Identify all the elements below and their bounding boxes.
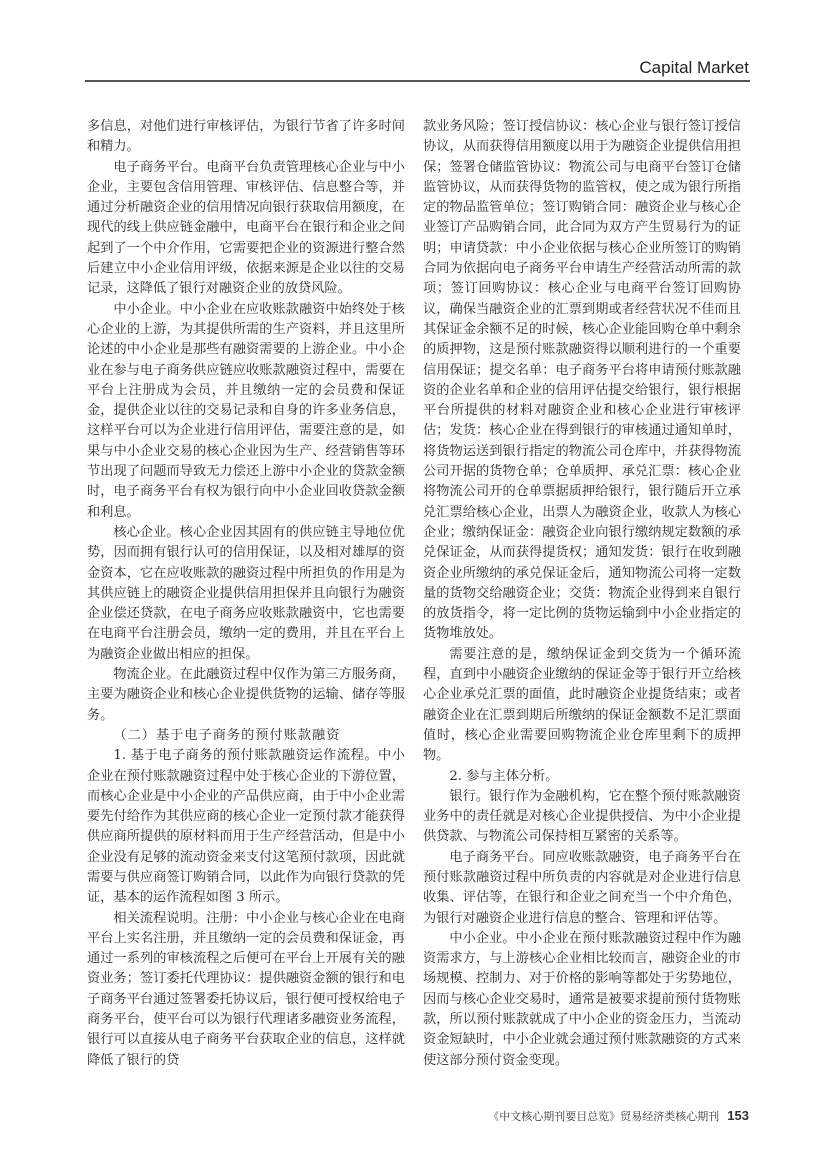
paragraph: 多信息，对他们进行审核评估，为银行节省了许多时间和精力。	[87, 119, 405, 155]
paragraph: 相关流程说明。注册：中小企业与核心企业在电商平台上实名注册，并且缴纳一定的会员费和保证金，再通过一系列的审核流程之后便可在平台上开展有关的融资业务；签订委托代理协议：提供融资金额的银行和电子商务平台通过签署委托协议后，银行便可授权给电子商务平台，使平台可以为银行代理诸多融资业务流程，银行可以直接从电子商务平台获取企业的信息，这样就降低了银行的贷	[87, 910, 405, 1068]
paragraph: 款业务风险；签订授信协议：核心企业与银行签订授信协议，从而获得信用额度以用于为融资企业提供信用担保；签署仓储监管协议：物流公司与电商平台签订仓储监管协议，从而获得货物的监管权，使之成为银行所指定的物品监管单位；签订购销合同：融资企业与核心企业签订产品购销合同，此合同为双方产生贸易行为的证明；申请贷款：中小企业依据与核心企业所签订的购销合同为依据向电子商务平台申请生产经营活动所需的款项；签订回购协议：核心企业与电商平台签订回购协议，确保当融资企业的汇票到期或者经营状况不佳而且其保证金余额不足的时候，核心企业能回购仓单中剩余的质押物，这是预付账款融资得以顺利进行的一个重要信用保证；提交名单：电子商务平台将申请预付账款融资的企业名单和企业的信用评估提交给银行，银行根据平台所提供的材料对融资企业和核心企业进行审核评估；发货：核心企业在得到银行的审核通过通知单时，将货物运送到银行指定的物流公司仓库中，并获得物流公司开据的货物仓单；仓单质押、承兑汇票：核心企业将物流公司开的仓单票据质押给银行，银行随后开立承兑汇票给核心企业，出票人为融资企业，收款人为核心企业；缴纳保证金：融资企业向银行缴纳规定数额的承兑保证金，从而获得提货权；通知发货：银行在收到融资企业所缴纳的承兑保证金后，通知物流公司将一定数量的货物交给融资企业；交货：物流企业得到来自银行的放货指令，将一定比例的货物运输到中小企业指定的货物堆放处。	[423, 119, 741, 642]
paragraph: 中小企业。中小企业在预付账款融资过程中作为融资需求方，与上游核心企业相比较而言，融资企业的市场规模、控制力、对于价格的影响等都处于劣势地位，因而与核心企业交易时，通常是被要求提前预付货物账款，所以预付账款就成了中小企业的资金压力，当流动资金短缺时，中小企业就会通过预付账款融资的方式来使这部分预付资金变现。	[423, 930, 741, 1068]
paragraph: 电子商务平台。同应收账款融资，电子商务平台在预付账款融资过程中所负责的内容就是对企业进行信息收集、评估等，在银行和企业之间充当一个中介角色，为银行对融资企业进行信息的整合、管理和评估等。	[423, 849, 741, 926]
subsection-heading: 2. 参与主体分析。	[449, 768, 559, 784]
paragraph: 银行。银行作为金融机构，它在整个预付账款融资业务中的责任就是对核心企业提供授信、为中小企业提供贷款、与物流公司保持相互紧密的关系等。	[423, 788, 741, 845]
page-number: 153	[727, 1108, 749, 1123]
right-column	[423, 117, 741, 1071]
paragraph: 中小企业。中小企业在应收账款融资中始终处于核心企业的上游，为其提供所需的生产资料，并且这里所论述的中小企业是那些有融资需要的上游企业。中小企业在参与电子商务供应链应收账款融资过程中，需要在平台上注册成为会员，并且缴纳一定的会员费和保证金，提供企业以往的交易记录和自身的许多业务信息，这样平台可以为企业进行信用评估，需要注意的是，如果与中小企业交易的核心企业因为生产、经营销售等环节出现了问题而导致无力偿还上游中小企业的贷款金额时，电子商务平台有权为银行向中小企业回收贷款金额和利息。	[87, 301, 405, 520]
paragraph: 核心企业。核心企业因其固有的供应链主导地位优势，因而拥有银行认可的信用保证，以及相对雄厚的资金资本，它在应收账款的融资过程中所担负的作用是为其供应链上的融资企业提供信用担保并且向银行为融资企业偿还贷款，在电子商务应收账款融资中，它也需要在电商平台注册会员，缴纳一定的费用，并且在平台上为融资企业做出相应的担保。	[87, 524, 405, 662]
left-column	[87, 117, 405, 1071]
page-footer	[488, 1108, 749, 1124]
section-heading: （二）基于电子商务的预付账款融资	[113, 727, 341, 743]
paragraph: 需要注意的是，缴纳保证金到交货为一个循环流程，直到中小融资企业缴纳的保证金等于银行开立给核心企业承兑汇票的面值，此时融资企业提货结束；或者融资企业在汇票到期后所缴纳的保证金额数不足汇票面值时，核心企业需要回购物流企业仓库里剩下的质押物。	[423, 646, 741, 764]
paragraph: 物流企业。在此融资过程中仅作为第三方服务商，主要为融资企业和核心企业提供货物的运输、储存等服务。	[87, 667, 405, 723]
paragraph: 电子商务平台。电商平台负责管理核心企业与中小企业，主要包含信用管理、审核评估、信息整合等，并通过分析融资企业的信用情况向银行获取信用额度，在现代的线上供应链金融中，电商平台在银行和企业之间起到了一个中介作用，它需要把企业的资源进行整合然后建立中小企业信用评级，依据来源是企业以往的交易记录，这降低了银行对融资企业的放贷风险。	[87, 159, 405, 297]
section-title: Capital Market	[639, 58, 749, 77]
journal-note: 《中文核心期刊要目总览》贸易经济类核心期刊	[488, 1110, 720, 1123]
header-rule	[85, 80, 750, 82]
paragraph: 1. 基于电子商务的预付账款融资运作流程。中小企业在预付账款融资过程中处于核心企业的下游位置，而核心企业是中小企业的产品供应商，由于中小企业需要先付给作为其供应商的核心企业一定预付款才能获得供应商所提供的原材料而用于生产经营活动，但是中小企业没有足够的流动资金来支付这笔预付款项，因此就需要与供应商签订购销合同，以此作为向银行贷款的凭证，基本的运作流程如图 3 所示。	[87, 748, 405, 906]
